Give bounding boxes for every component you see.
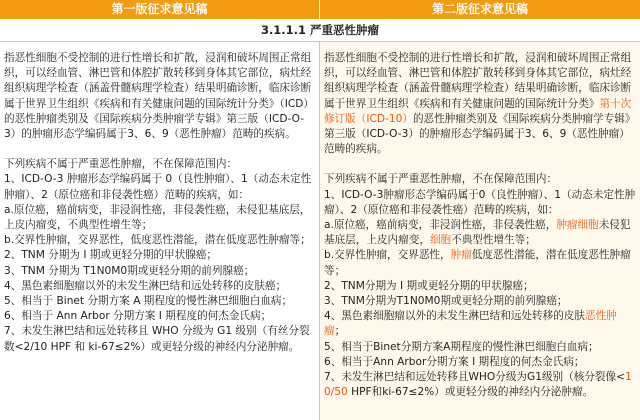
right-item-7-highlight: 10/50 xyxy=(324,371,632,399)
right-item-b-highlight: 肿瘤 xyxy=(450,249,472,262)
right-item-4-text-1: 4、黑色素细胞瘤以外的未发生淋巴结和远处转移的皮肤 xyxy=(324,310,585,323)
left-item-1: 1、ICD-O-3 肿瘤形态学编码属于 0（良性肿瘤）、1（动态未定性肿瘤）、2（原位癌和非侵袭性癌）范畴的疾病，如： xyxy=(4,173,312,201)
left-item-4: 4、黑色素细胞瘤以外的未发生淋巴结和远处转移的皮肤癌； xyxy=(4,279,287,292)
right-def-part2: 的恶性肿瘤类别及《国际疾病分类肿瘤学专辑》第三版（ICD-O-3）的肿瘤形态学编码属于3、6、9（恶性肿瘤）范畴的疾病。 xyxy=(324,112,636,156)
header-right: 第二版征求意见稿 xyxy=(320,0,640,19)
right-item-7-text-2: HPF和ki-67≤2%）或更轻分级的神经内分泌肿瘤。 xyxy=(347,386,594,399)
right-item-a xyxy=(324,218,636,248)
right-item-6: 6、相当于Ann Arbor分期方案 I 期程度的何杰金氏病； xyxy=(324,355,585,368)
section-title: 3.1.1.1 严重恶性肿瘤 xyxy=(0,19,640,42)
right-item-1: 1、ICD-O-3肿瘤形态学编码属于0（良性肿瘤）、1（动态未定性肿瘤）、2（原位癌和非侵袭性癌）范畴的疾病，如： xyxy=(324,188,636,216)
right-def-part1: 指恶性细胞不受控制的进行性增长和扩散，浸润和破坏周围正常组织，可以经血管、淋巴管和体腔扩散转移到身体其它部位，病灶经组织病理学检查（涵盖骨髓病理学检查）结果明确诊断，临床诊断属于世界卫生组织《疾病和有关健康问题的国际统计分类》 xyxy=(324,52,632,110)
right-item-b-text-1: b.交界性肿瘤，交界恶性， xyxy=(324,249,451,262)
spacer xyxy=(4,142,315,157)
left-item-a: a.原位癌，癌前病变，非浸润性癌，非侵袭性癌，未侵犯基底层，上皮内瘤变，不典型性增生等； xyxy=(4,203,311,232)
right-item-7 xyxy=(324,370,636,400)
spacer xyxy=(324,157,636,172)
right-item-7-text-1: 7、未发生淋巴结和远处转移且WHO分级为G1级别（核分裂像< xyxy=(324,371,625,384)
left-exclusions-intro: 下列疾病不属于严重恶性肿瘤，不在保障范围内： xyxy=(4,158,238,171)
right-item-5: 5、相当于Binet分期方案A期程度的慢性淋巴细胞白血病； xyxy=(324,340,599,353)
right-item-a-text-3: 不典型性增生等； xyxy=(451,234,536,247)
right-def-highlight: 第十次修订版（ICD-10） xyxy=(324,97,632,125)
header-left: 第一版征求意见稿 xyxy=(0,0,320,19)
left-column xyxy=(0,42,320,420)
right-item-b-text-2: 低度恶性潜能，潜在低度恶性肿瘤等； xyxy=(324,249,631,277)
right-item-4-text-2: ； xyxy=(334,325,346,338)
left-item-3: 3、TNM 分期为 T1N0M0期或更轻分期的前列腺癌； xyxy=(4,264,255,277)
left-item-b: b.交界性肿瘤，交界恶性，低度恶性潜能，潜在低度恶性肿瘤等； xyxy=(4,234,311,247)
right-item-2: 2、TNM分期为 I 期或更轻分期的甲状腺癌； xyxy=(324,279,534,292)
right-item-a-text-1: a.原位癌，癌前病变，非浸润性癌，非侵袭性癌， xyxy=(324,219,557,232)
left-item-7: 7、未发生淋巴结和远处转移且 WHO 分级为 G1 级别（有丝分裂数<2/10 HPF 和 ki-67≤2%）或更轻分级的神经内分泌肿瘤。 xyxy=(4,325,310,353)
left-item-5: 5、相当于 Binet 分期方案 A 期程度的慢性淋巴细胞白血病； xyxy=(4,295,293,308)
right-item-a-highlight-2: 细胞 xyxy=(429,234,452,247)
left-item-2: 2、TNM 分期为 I 期或更轻分期的甲状腺癌； xyxy=(4,249,218,262)
left-definition: 指恶性细胞不受控制的进行性增长和扩散，浸润和破坏周围正常组织，可以经血管、淋巴管和体腔扩散转移到身体其它部位，病灶经组织病理学检查（涵盖骨髓病理学检查）结果明确诊断，临床诊断属于世界卫生组织《疾病和有关健康问题的国际统计分类》（ICD）的恶性肿瘤类别及《国际疾病分类肿瘤学专辑》第三版（ICD-O-3）的肿瘤形态学编码属于3、6、9（恶性肿瘤）范畴的疾病。 xyxy=(4,52,315,141)
right-column xyxy=(320,42,640,420)
right-item-a-text-2: 未侵犯基底层，上皮内瘤变， xyxy=(324,219,631,247)
right-item-a-highlight-1: 肿瘤细胞 xyxy=(556,219,599,232)
right-item-4-highlight: 恶性肿瘤 xyxy=(324,310,617,338)
right-item-b xyxy=(324,248,636,278)
right-item-4 xyxy=(324,309,636,339)
right-exclusions-intro: 下列疾病不属于严重恶性肿瘤，不在保障范围内： xyxy=(324,173,558,186)
right-definition xyxy=(324,51,636,157)
left-item-6: 6、相当于 Ann Arbor 分期方案 I 期程度的何杰金氏病； xyxy=(4,310,272,323)
right-item-3: 3、TNM分期为T1N0M0期或更轻分期的前列腺癌； xyxy=(324,295,568,308)
